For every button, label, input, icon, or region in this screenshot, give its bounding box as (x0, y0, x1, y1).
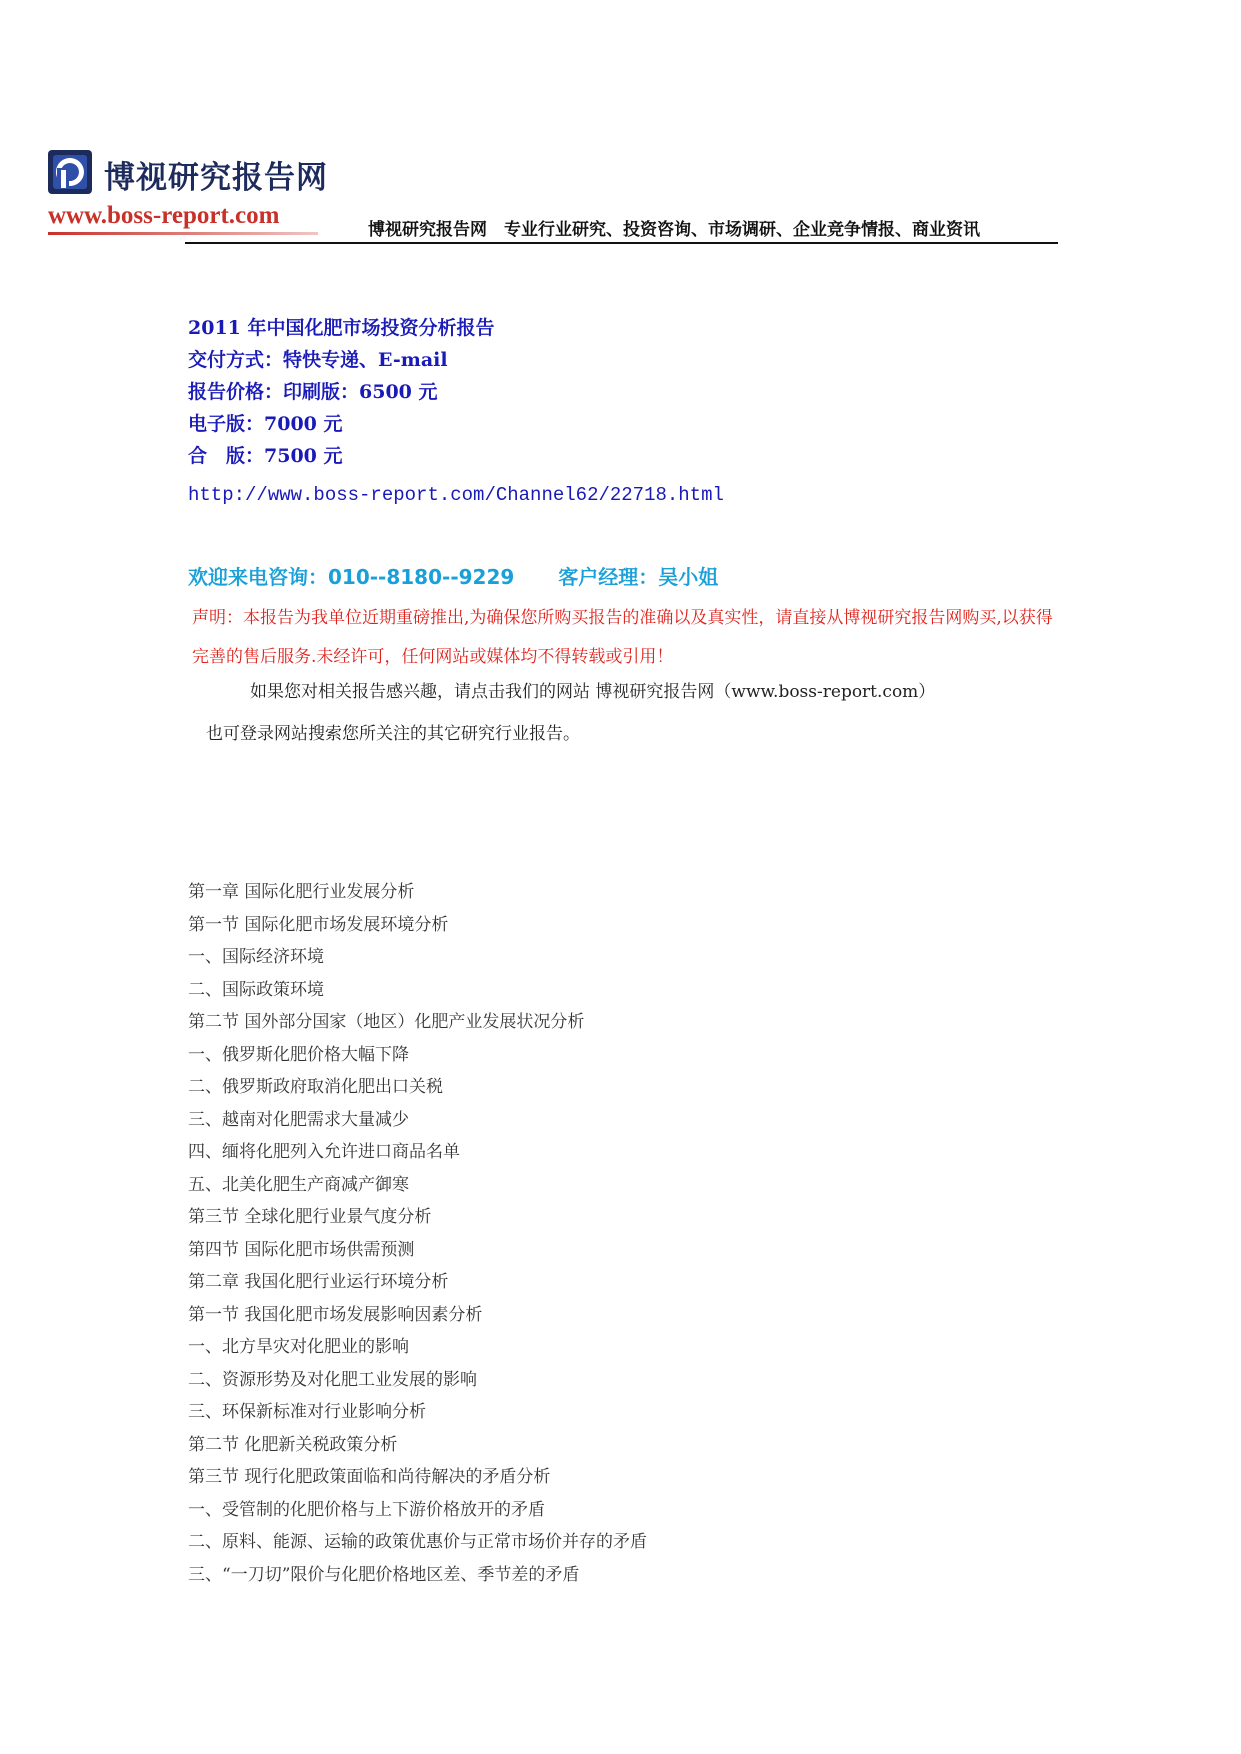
contact-manager: 客户经理：吴小姐 (558, 565, 719, 589)
toc-item: 第二节 化肥新关税政策分析 (188, 1434, 398, 1455)
header-divider (185, 242, 1058, 244)
toc-item: 二、俄罗斯政府取消化肥出口关税 (188, 1077, 443, 1097)
toc-item: 一、北方旱灾对化肥业的影响 (188, 1337, 409, 1357)
logo-url[interactable]: www.boss-report.com (48, 202, 280, 229)
header-tagline: 博视研究报告网 专业行业研究、投资咨询、市场调研、企业竞争情报、商业资讯 (368, 220, 980, 240)
delivery-method: 交付方式：特快专递、E-mail (188, 349, 448, 371)
toc-item: 一、国际经济环境 (188, 947, 324, 967)
price-electronic: 电子版：7000 元 (188, 413, 343, 435)
toc-item: 二、资源形势及对化肥工业发展的影响 (188, 1369, 477, 1390)
contact-phone: 欢迎来电咨询：010--8180--9229 (188, 565, 515, 589)
toc-item: 第一节 国际化肥市场发展环境分析 (188, 914, 449, 935)
toc-item: 第三节 现行化肥政策面临和尚待解决的矛盾分析 (188, 1467, 551, 1487)
logo-name: 博视研究报告网 (104, 160, 328, 196)
toc-item: 四、缅将化肥列入允许进口商品名单 (188, 1142, 460, 1162)
logo-icon (48, 150, 92, 194)
disclaimer (192, 599, 1062, 677)
report-title: 2011 年中国化肥市场投资分析报告 (188, 317, 495, 339)
toc-item: 第四节 国际化肥市场供需预测 (188, 1239, 415, 1260)
report-link[interactable]: http://www.boss-report.com/Channel62/22718.html (188, 484, 724, 506)
toc-item: 一、俄罗斯化肥价格大幅下降 (188, 1044, 409, 1065)
toc-item: 第二节 国外部分国家（地区）化肥产业发展状况分析 (188, 1012, 585, 1032)
report-info (188, 312, 495, 472)
logo-underline (48, 232, 318, 235)
intro-line-1: 如果您对相关报告感兴趣，请点击我们的网站 博视研究报告网（www.boss-report.com） (250, 682, 936, 702)
toc-item: 五、北美化肥生产商减产御寒 (188, 1174, 409, 1195)
toc-item: 三、“一刀切”限价与化肥价格地区差、季节差的矛盾 (188, 1564, 580, 1585)
toc-item: 三、越南对化肥需求大量减少 (188, 1109, 409, 1130)
site-logo[interactable] (48, 150, 348, 240)
toc-item: 三、环保新标准对行业影响分析 (188, 1402, 426, 1422)
intro-line-2: 也可登录网站搜索您所关注的其它研究行业报告。 (206, 724, 580, 744)
price-print: 报告价格：印刷版：6500 元 (188, 381, 438, 403)
toc-item: 第二章 我国化肥行业运行环境分析 (188, 1272, 449, 1292)
toc-item: 一、受管制的化肥价格与上下游价格放开的矛盾 (188, 1499, 545, 1520)
table-of-contents (188, 876, 647, 1591)
disclaimer-text: ：本报告为我单位近期重磅推出,为确保您所购买报告的准确以及真实性，请直接从博视研究报告网购买,以获得完善的售后服务.未经许可，任何网站或媒体均不得转载或引用！ (192, 608, 1053, 667)
price-combined: 合 版：7500 元 (188, 445, 343, 467)
toc-item: 第一章 国际化肥行业发展分析 (188, 882, 415, 902)
toc-item: 二、国际政策环境 (188, 979, 324, 1000)
disclaimer-label: 声明 (192, 608, 226, 628)
toc-item: 第一节 我国化肥市场发展影响因素分析 (188, 1304, 483, 1325)
contact-line (188, 561, 718, 590)
toc-item: 第三节 全球化肥行业景气度分析 (188, 1207, 432, 1227)
toc-item: 二、原料、能源、运输的政策优惠价与正常市场价并存的矛盾 (188, 1532, 647, 1552)
